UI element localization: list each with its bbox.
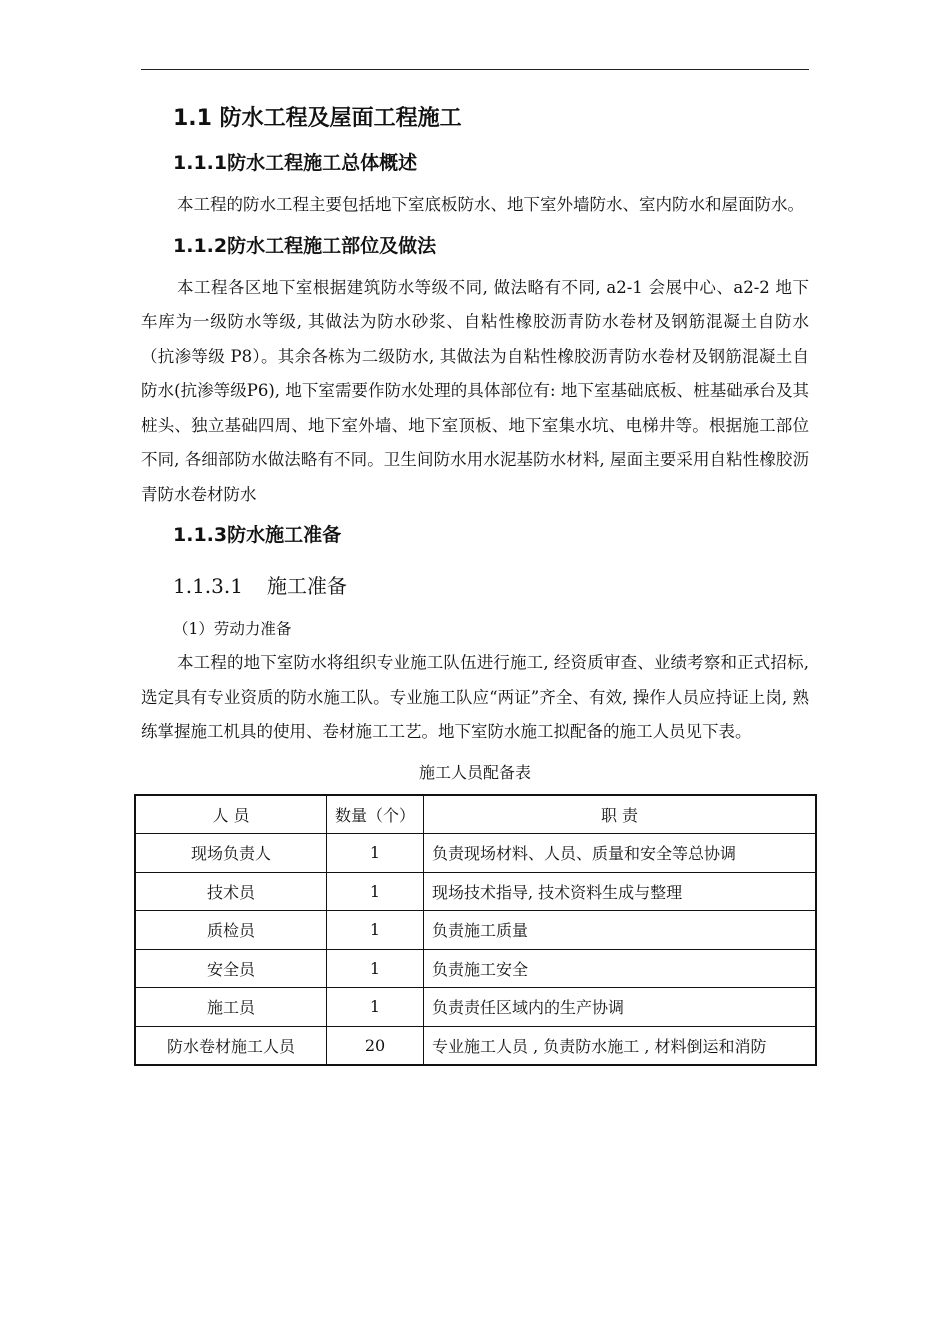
cell-duty: 负责责任区域内的生产协调 bbox=[424, 988, 817, 1027]
cell-count: 1 bbox=[327, 872, 424, 911]
table-row bbox=[135, 988, 816, 1027]
table-row bbox=[135, 872, 816, 911]
cell-count: 20 bbox=[327, 1026, 424, 1065]
table-row bbox=[135, 1026, 816, 1065]
table-row bbox=[135, 834, 816, 873]
section-title: 1.1 防水工程及屋面工程施工 bbox=[173, 106, 462, 131]
cell-role: 安全员 bbox=[135, 949, 327, 988]
sub-subsection-number: 1.1.3.1 bbox=[173, 574, 243, 598]
cell-duty: 负责施工质量 bbox=[424, 911, 817, 950]
sub-subsection-heading bbox=[173, 566, 809, 606]
sub-subsection-title: 施工准备 bbox=[266, 574, 347, 598]
header-duty: 职 责 bbox=[424, 795, 817, 834]
table-header-row bbox=[135, 795, 816, 834]
subsection-title-1: 1.1.1防水工程施工总体概述 bbox=[173, 152, 418, 174]
paragraph-locations: 本工程各区地下室根据建筑防水等级不同, 做法略有不同, a2-1 会展中心、a2-2 地下车库为一级防水等级, 其做法为防水砂浆、自粘性橡胶沥青防水卷材及钢筋混凝土自防水（抗渗等级 P8）。其余各栋为二级防水, 其做法为自粘性橡胶沥青防水卷材及钢筋混凝土自防水(抗渗等级P6), 地下室需要作防水处理的具体部位有: 地下室基础底板、桩基础承台及其桩头、独立基础四周、地下室外墙、地下室顶板、地下室集水坑、电梯井等。根据施工部位不同, 各细部防水做法略有不同。卫生间防水用水泥基防水材料, 屋面主要采用自粘性橡胶沥青防水卷材防水 bbox=[141, 277, 809, 504]
document-body bbox=[141, 98, 809, 1066]
cell-role: 施工员 bbox=[135, 988, 327, 1027]
cell-duty: 专业施工人员 , 负责防水施工 , 材料倒运和消防 bbox=[424, 1026, 817, 1065]
header-count: 数量（个） bbox=[327, 795, 424, 834]
table-row bbox=[135, 949, 816, 988]
cell-duty: 现场技术指导, 技术资料生成与整理 bbox=[424, 872, 817, 911]
cell-duty: 负责施工安全 bbox=[424, 949, 817, 988]
header-rule bbox=[141, 69, 809, 70]
header-role: 人 员 bbox=[135, 795, 327, 834]
list-item-labor: （1）劳动力准备 bbox=[173, 620, 292, 638]
paragraph-overview: 本工程的防水工程主要包括地下室底板防水、地下室外墙防水、室内防水和屋面防水。 bbox=[177, 195, 804, 214]
subsection-title-2: 1.1.2防水工程施工部位及做法 bbox=[173, 234, 437, 257]
cell-role: 技术员 bbox=[135, 872, 327, 911]
cell-count: 1 bbox=[327, 911, 424, 950]
cell-count: 1 bbox=[327, 949, 424, 988]
subsection-title-3: 1.1.3防水施工准备 bbox=[173, 524, 342, 546]
cell-role: 现场负责人 bbox=[135, 834, 327, 873]
table-row bbox=[135, 911, 816, 950]
paragraph-labor: 本工程的地下室防水将组织专业施工队伍进行施工, 经资质审查、业绩考察和正式招标, 选定具有专业资质的防水施工队。专业施工队应“两证”齐全、有效, 操作人员应持证上岗, 熟练掌握施工机具的使用、卷材施工工艺。地下室防水施工拟配备的施工人员见下表。 bbox=[141, 653, 809, 741]
table-caption: 施工人员配备表 bbox=[418, 762, 531, 782]
staff-table bbox=[134, 794, 817, 1067]
cell-count: 1 bbox=[327, 988, 424, 1027]
cell-role: 质检员 bbox=[135, 911, 327, 950]
cell-role: 防水卷材施工人员 bbox=[135, 1026, 327, 1065]
cell-duty: 负责现场材料、人员、质量和安全等总协调 bbox=[424, 834, 817, 873]
cell-count: 1 bbox=[327, 834, 424, 873]
